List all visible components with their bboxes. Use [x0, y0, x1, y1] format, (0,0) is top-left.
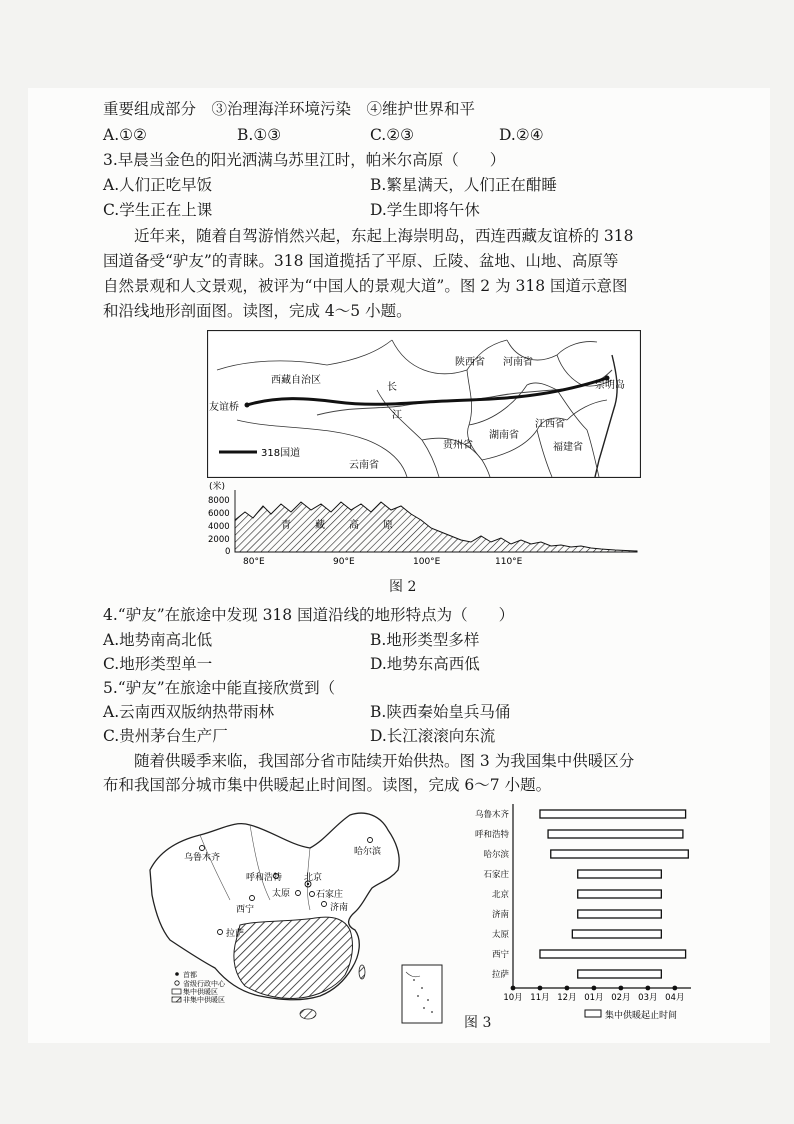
profile-xtick-100: 100°E	[413, 557, 441, 567]
q2-option-d[interactable]: D.②④	[499, 126, 544, 144]
q3-option-c[interactable]: C.学生正在上课	[103, 201, 213, 219]
profile-xtick-80: 80°E	[243, 557, 265, 567]
chart-heating-bar	[578, 870, 662, 878]
passage2-line-2: 布和我国部分城市集中供暖起止时间图。读图，完成 6～7 小题。	[103, 776, 552, 794]
chart-x-tick-mark	[511, 986, 516, 991]
chart-heating-bar	[551, 850, 689, 858]
q2-tail-text: 重要组成部分 ③治理海洋环境污染 ④维护世界和平	[103, 100, 476, 118]
legend-318-label: 318国道	[261, 448, 301, 459]
map-label-chang: 长	[387, 382, 397, 393]
chart-heating-bar	[548, 830, 683, 838]
map3-city-xining: 西宁	[236, 905, 255, 915]
q4-stem: 4.“驴友”在旅途中发现 318 国道沿线的地形特点为（ ）	[103, 606, 515, 624]
fig3-caption: 图 3	[464, 1015, 492, 1031]
chart-legend-swatch	[585, 1010, 601, 1017]
chart-category-label: 太原	[491, 930, 509, 940]
chart-category-label: 西宁	[491, 950, 509, 960]
map-label-hunan: 湖南省	[489, 430, 519, 441]
chart-category-label: 石家庄	[483, 870, 509, 880]
q4-option-a[interactable]: A.地势南高北低	[103, 631, 213, 649]
map-label-jiang: 江	[392, 410, 402, 421]
profile-plateau-char-2: 藏	[315, 520, 325, 531]
map-label-chongming: 崇明岛	[595, 380, 625, 391]
q2-option-b[interactable]: B.①③	[237, 126, 282, 144]
q4-option-d[interactable]: D.地势东高西低	[370, 655, 480, 673]
q2-option-a[interactable]: A.①②	[103, 126, 147, 144]
map-label-tibet: 西藏自治区	[271, 375, 321, 386]
map-label-yunnan: 云南省	[349, 460, 379, 471]
profile-ytick-6000: 6000	[208, 509, 230, 519]
profile-xtick-110: 110°E	[495, 557, 523, 567]
map-label-shaanxi: 陕西省	[455, 357, 485, 368]
q5-option-a[interactable]: A.云南西双版纳热带雨林	[103, 703, 275, 721]
fig2-terrain-profile	[205, 480, 645, 570]
map3-city-lhasa: 拉萨	[226, 929, 245, 939]
q3-option-a[interactable]: A.人们正吃早饭	[103, 176, 213, 194]
map3-city-beijing: 北京	[304, 873, 323, 883]
map3-legend	[172, 970, 226, 1004]
chart-x-tick-mark	[618, 986, 623, 991]
profile-ytick-0: 0	[225, 547, 231, 557]
q4-option-b[interactable]: B.地形类型多样	[370, 631, 480, 649]
map-label-fujian: 福建省	[553, 442, 583, 453]
passage2-line-1: 随着供暖季来临，我国部分省市陆续开始供热。图 3 为我国集中供暖区分	[103, 752, 635, 770]
map3-city-urumqi: 乌鲁木齐	[184, 853, 221, 863]
q5-option-d[interactable]: D.长江滚滚向东流	[370, 727, 496, 745]
map3-legend-provincial: 省级行政中心	[183, 980, 225, 988]
profile-ytick-8000: 8000	[208, 496, 230, 506]
q3-stem: 3.早晨当金色的阳光洒满乌苏里江时，帕米尔高原（ ）	[103, 151, 506, 169]
chart-x-tick-mark	[672, 986, 677, 991]
chart-heating-bar	[578, 970, 662, 978]
chart-category-label: 呼和浩特	[474, 830, 509, 840]
profile-unit: (米)	[209, 482, 226, 492]
chart-heating-bar	[578, 890, 662, 898]
fig2-route-map	[207, 330, 641, 478]
map-label-guizhou: 贵州省	[443, 440, 473, 451]
map-label-jiangxi: 江西省	[535, 419, 565, 430]
chart-heating-bar	[540, 810, 686, 818]
chart-x-tick-mark	[538, 986, 543, 991]
passage1-line-2: 国道备受“驴友”的青睐。318 国道揽括了平原、丘陵、盆地、山地、高原等	[103, 252, 619, 270]
chart-category-label: 乌鲁木齐	[474, 810, 509, 820]
map3-legend-nonheating: 非集中供暖区	[183, 996, 225, 1004]
chart-heating-bar	[540, 950, 686, 958]
chart-category-label: 哈尔滨	[483, 850, 509, 860]
fig3-heating-map	[140, 800, 460, 1030]
passage1-line-4: 和沿线地形剖面图。读图，完成 4～5 小题。	[103, 302, 412, 320]
chart-category-label: 北京	[491, 890, 509, 900]
q4-option-c[interactable]: C.地形类型单一	[103, 655, 213, 673]
chart-heating-bar	[578, 910, 662, 918]
fig2-caption: 图 2	[389, 579, 417, 595]
profile-ytick-2000: 2000	[208, 535, 230, 545]
map3-city-taiyuan: 太原	[272, 889, 291, 899]
map-label-henan: 河南省	[503, 357, 533, 368]
map-label-youyiqiao: 友谊桥	[209, 402, 239, 413]
profile-ytick-4000: 4000	[208, 522, 230, 532]
map3-city-shijiazhuang: 石家庄	[316, 890, 344, 900]
passage1-line-1: 近年来，随着自驾游悄然兴起，东起上海崇明岛，西连西藏友谊桥的 318	[103, 227, 634, 245]
profile-plateau-char-1: 青	[281, 520, 291, 531]
chart-x-tick-label: 02月	[611, 993, 631, 1003]
chart-x-tick-label: 03月	[638, 993, 658, 1003]
chart-x-tick-label: 11月	[530, 993, 550, 1003]
map3-city-jinan: 济南	[330, 903, 349, 913]
chart-x-tick-label: 12月	[557, 993, 577, 1003]
map3-city-hohhot: 呼和浩特	[246, 873, 283, 883]
profile-plateau-char-3: 高	[349, 520, 359, 531]
q2-option-c[interactable]: C.②③	[370, 126, 415, 144]
map3-city-harbin: 哈尔滨	[354, 847, 382, 857]
chart-legend-label: 集中供暖起止时间	[605, 1011, 678, 1020]
chart-category-label: 济南	[491, 910, 509, 920]
q3-option-d[interactable]: D.学生即将午休	[370, 201, 480, 219]
chart-x-tick-mark	[645, 986, 650, 991]
q3-option-b[interactable]: B.繁星满天，人们正在酣睡	[370, 176, 557, 194]
map3-legend-capital: 首都	[183, 971, 197, 979]
passage1-line-3: 自然景观和人文景观，被评为“中国人的景观大道”。图 2 为 318 国道示意图	[103, 277, 628, 295]
profile-plateau-char-4: 原	[383, 520, 393, 531]
chart-heating-bar	[572, 930, 661, 938]
q5-option-c[interactable]: C.贵州茅台生产厂	[103, 727, 228, 745]
q5-stem: 5.“驴友”在旅途中能直接欣赏到（	[103, 679, 336, 697]
map3-legend-heating: 集中供暖区	[183, 988, 218, 996]
chart-x-tick-mark	[592, 986, 597, 991]
chart-x-tick-label: 10月	[503, 993, 523, 1003]
fig3-heating-chart	[453, 800, 698, 1020]
q5-option-b[interactable]: B.陕西秦始皇兵马俑	[370, 703, 511, 721]
chart-x-tick-mark	[565, 986, 570, 991]
chart-x-tick-label: 04月	[665, 993, 685, 1003]
chart-category-label: 拉萨	[491, 970, 509, 980]
profile-xtick-90: 90°E	[333, 557, 355, 567]
chart-x-tick-label: 01月	[584, 993, 604, 1003]
